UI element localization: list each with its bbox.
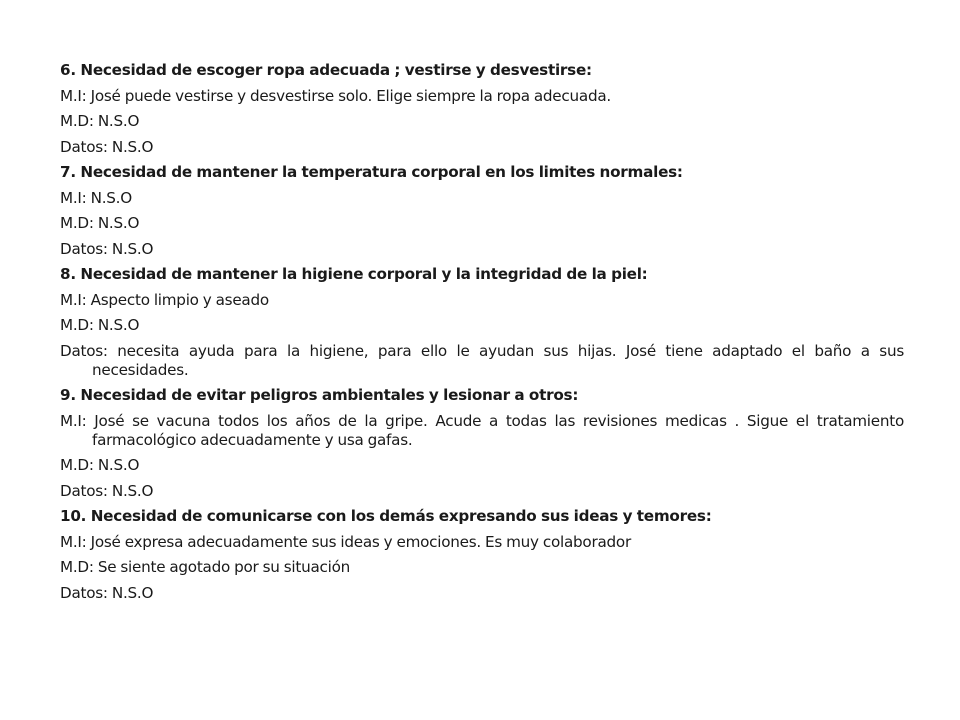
slide-content: [60, 61, 904, 609]
md-need-7: M.D: N.S.O: [60, 214, 140, 232]
datos-need-9: Datos: N.S.O: [60, 481, 154, 500]
md-need-6: M.D: N.S.O: [60, 112, 140, 130]
mi-need-7: M.I: N.S.O: [60, 188, 132, 207]
datos-need-8: Datos: necesita ayuda para la higiene, para ello le ayudan sus hijas. José tiene adaptado el baño a sus necesidades.: [60, 341, 904, 379]
heading-need-6: 6. Necesidad de escoger ropa adecuada ; vestirse y desvestirse:: [60, 61, 592, 79]
heading-need-7: 7. Necesidad de mantener la temperatura corporal en los limites normales:: [60, 163, 683, 181]
datos-need-7: Datos: N.S.O: [60, 239, 154, 258]
heading-need-10: 10. Necesidad de comunicarse con los demás expresando sus ideas y temores:: [60, 507, 712, 525]
mi-need-6: M.I: José puede vestirse y desvestirse solo. Elige siempre la ropa adecuada.: [60, 86, 611, 105]
md-need-8: M.D: N.S.O: [60, 316, 140, 334]
datos-need-10: Datos: N.S.O: [60, 583, 154, 602]
mi-need-9: M.I: José se vacuna todos los años de la gripe. Acude a todas las revisiones medicas . Sigue el tratamiento farmacológico adecuadamente y usa gafas.: [60, 411, 904, 449]
mi-need-8: M.I: Aspecto limpio y aseado: [60, 290, 269, 309]
heading-need-9: 9. Necesidad de evitar peligros ambientales y lesionar a otros:: [60, 386, 579, 404]
mi-need-10: M.I: José expresa adecuadamente sus ideas y emociones. Es muy colaborador: [60, 532, 631, 551]
md-need-10: M.D: Se siente agotado por su situación: [60, 558, 350, 576]
md-need-9: M.D: N.S.O: [60, 456, 140, 474]
heading-need-8: 8. Necesidad de mantener la higiene corporal y la integridad de la piel:: [60, 265, 648, 283]
datos-need-6: Datos: N.S.O: [60, 137, 154, 156]
